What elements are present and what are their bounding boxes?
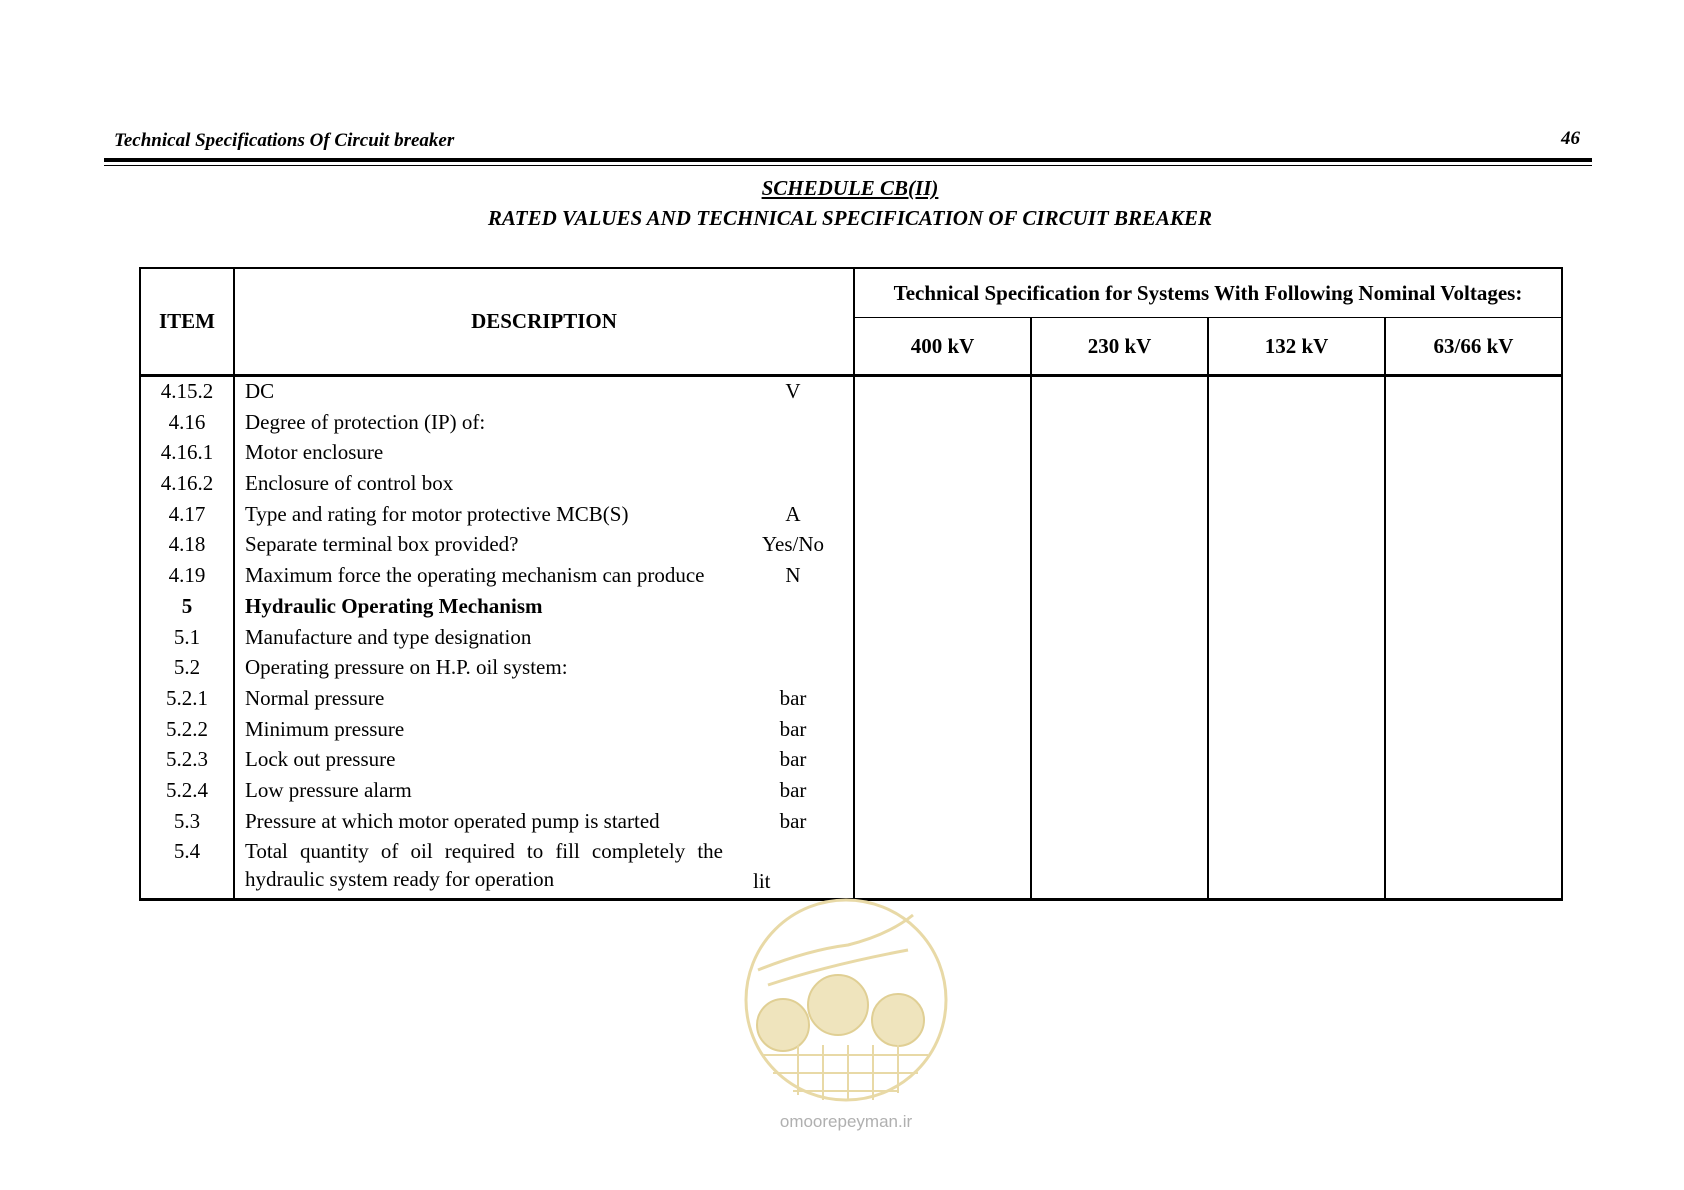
value-cell — [1385, 807, 1562, 838]
description-cell — [234, 653, 854, 684]
description-text: Total quantity of oil required to fill completely the hydraulic system ready for operation — [245, 839, 723, 892]
description-cell — [234, 592, 854, 623]
description-text: Degree of protection (IP) of: — [245, 409, 486, 434]
description-text: Separate terminal box provided? — [245, 532, 519, 557]
value-cell — [854, 592, 1031, 623]
table-row — [140, 530, 1562, 561]
value-cell — [1385, 530, 1562, 561]
item-number: 4.18 — [140, 530, 234, 561]
description-cell — [234, 684, 854, 715]
value-cell — [1385, 623, 1562, 654]
value-cell — [854, 837, 1031, 900]
value-cell — [1208, 469, 1385, 500]
header-item: ITEM — [140, 268, 234, 376]
value-cell — [854, 408, 1031, 439]
value-cell — [1385, 469, 1562, 500]
description-cell — [234, 500, 854, 531]
description-cell — [234, 408, 854, 439]
value-cell — [1385, 500, 1562, 531]
unit-label: bar — [779, 808, 807, 833]
unit-label: bar — [779, 685, 807, 710]
header-voltage-230: 230 kV — [1031, 318, 1208, 376]
table-row — [140, 807, 1562, 838]
value-cell — [1031, 438, 1208, 469]
value-cell — [1208, 438, 1385, 469]
value-cell — [1031, 561, 1208, 592]
value-cell — [854, 807, 1031, 838]
value-cell — [1031, 623, 1208, 654]
table-row — [140, 776, 1562, 807]
description-text: Enclosure of control box — [245, 471, 454, 496]
schedule-subtitle: RATED VALUES AND TECHNICAL SPECIFICATION OF CIRCUIT BREAKER — [487, 206, 1213, 230]
watermark-logo — [738, 895, 954, 1135]
watermark-url: omoorepeyman.ir — [779, 1112, 913, 1131]
item-number: 5.4 — [140, 837, 234, 900]
item-number: 5.2 — [140, 653, 234, 684]
table-row — [140, 469, 1562, 500]
value-cell — [854, 745, 1031, 776]
value-cell — [1031, 408, 1208, 439]
header-rule-thick — [104, 158, 1592, 162]
unit-label: V — [785, 379, 801, 403]
description-cell — [234, 745, 854, 776]
table-row — [140, 684, 1562, 715]
item-number: 4.15.2 — [140, 376, 234, 408]
table-row — [140, 408, 1562, 439]
description-text: Maximum force the operating mechanism can produce — [245, 563, 705, 588]
value-cell — [1208, 623, 1385, 654]
description-text: Hydraulic Operating Mechanism — [245, 593, 543, 618]
table-row — [140, 715, 1562, 746]
description-text: Operating pressure on H.P. oil system: — [245, 655, 568, 680]
value-cell — [1385, 653, 1562, 684]
description-text: Minimum pressure — [245, 716, 405, 741]
unit-label: lit — [753, 869, 771, 894]
value-cell — [1208, 715, 1385, 746]
value-cell — [1385, 837, 1562, 900]
value-cell — [1208, 561, 1385, 592]
header-voltage-132: 132 kV — [1208, 318, 1385, 376]
unit-label: bar — [779, 777, 807, 802]
value-cell — [1385, 561, 1562, 592]
header-rule-thin — [104, 165, 1592, 166]
description-cell — [234, 715, 854, 746]
value-cell — [1208, 500, 1385, 531]
unit-label: Yes/No — [761, 532, 825, 557]
description-cell — [234, 530, 854, 561]
value-cell — [854, 376, 1031, 408]
value-cell — [1208, 653, 1385, 684]
value-cell — [1208, 684, 1385, 715]
value-cell — [854, 684, 1031, 715]
value-cell — [854, 530, 1031, 561]
table-row — [140, 438, 1562, 469]
value-cell — [854, 500, 1031, 531]
value-cell — [1031, 376, 1208, 408]
description-text: Lock out pressure — [245, 747, 396, 772]
table-row — [140, 376, 1562, 408]
description-cell — [234, 837, 854, 900]
table-row — [140, 592, 1562, 623]
value-cell — [1208, 376, 1385, 408]
value-cell — [1208, 807, 1385, 838]
description-cell — [234, 376, 854, 408]
value-cell — [1208, 592, 1385, 623]
description-text: DC — [245, 379, 275, 403]
value-cell — [1208, 745, 1385, 776]
value-cell — [1031, 500, 1208, 531]
header-voltage-63-66: 63/66 kV — [1385, 318, 1562, 376]
description-text: Manufacture and type designation — [245, 624, 532, 649]
unit-label: bar — [779, 716, 807, 741]
value-cell — [854, 776, 1031, 807]
item-number: 5.2.3 — [140, 745, 234, 776]
item-number: 4.16.2 — [140, 469, 234, 500]
document-title: Technical Specifications Of Circuit breaker — [114, 130, 455, 151]
value-cell — [1385, 776, 1562, 807]
value-cell — [1031, 684, 1208, 715]
value-cell — [1031, 745, 1208, 776]
value-cell — [1031, 837, 1208, 900]
item-number: 5 — [140, 592, 234, 623]
unit-label: bar — [779, 747, 807, 772]
value-cell — [1385, 715, 1562, 746]
value-cell — [1031, 776, 1208, 807]
description-cell — [234, 561, 854, 592]
page-number: 46 — [1561, 128, 1580, 149]
value-cell — [1031, 715, 1208, 746]
value-cell — [1208, 408, 1385, 439]
value-cell — [854, 469, 1031, 500]
item-number: 5.2.2 — [140, 715, 234, 746]
value-cell — [854, 715, 1031, 746]
description-cell — [234, 807, 854, 838]
value-cell — [1208, 530, 1385, 561]
value-cell — [1385, 438, 1562, 469]
item-number: 4.16.1 — [140, 438, 234, 469]
value-cell — [1208, 837, 1385, 900]
unit-label: A — [785, 501, 801, 526]
item-number: 5.2.1 — [140, 684, 234, 715]
description-cell — [234, 438, 854, 469]
description-text: Type and rating for motor protective MCB(S) — [245, 501, 629, 526]
schedule-title: SCHEDULE CB(II) — [761, 176, 939, 200]
value-cell — [1031, 653, 1208, 684]
value-cell — [854, 438, 1031, 469]
header-voltage-400: 400 kV — [854, 318, 1031, 376]
item-number: 5.1 — [140, 623, 234, 654]
description-text: Motor enclosure — [245, 440, 384, 465]
value-cell — [1031, 807, 1208, 838]
value-cell — [1385, 408, 1562, 439]
description-text: Pressure at which motor operated pump is started — [245, 808, 660, 833]
item-number: 5.3 — [140, 807, 234, 838]
page-header — [104, 128, 1592, 154]
header-description: DESCRIPTION — [234, 268, 854, 376]
value-cell — [1031, 530, 1208, 561]
table-row — [140, 561, 1562, 592]
value-cell — [854, 653, 1031, 684]
spec-table — [139, 267, 1563, 901]
unit-label: N — [785, 563, 801, 588]
value-cell — [1031, 592, 1208, 623]
description-cell — [234, 469, 854, 500]
description-cell — [234, 623, 854, 654]
value-cell — [854, 623, 1031, 654]
value-cell — [854, 561, 1031, 592]
table-row — [140, 745, 1562, 776]
description-cell — [234, 776, 854, 807]
item-number: 4.17 — [140, 500, 234, 531]
description-text: Low pressure alarm — [245, 777, 412, 802]
item-number: 5.2.4 — [140, 776, 234, 807]
table-row — [140, 837, 1562, 900]
value-cell — [1208, 776, 1385, 807]
header-voltage-group: Technical Specification for Systems With Following Nominal Voltages: — [854, 268, 1562, 318]
value-cell — [1385, 376, 1562, 408]
table-row — [140, 653, 1562, 684]
value-cell — [1385, 684, 1562, 715]
table-row — [140, 500, 1562, 531]
value-cell — [1031, 469, 1208, 500]
item-number: 4.19 — [140, 561, 234, 592]
value-cell — [1385, 745, 1562, 776]
item-number: 4.16 — [140, 408, 234, 439]
value-cell — [1385, 592, 1562, 623]
description-text: Normal pressure — [245, 685, 385, 710]
table-row — [140, 623, 1562, 654]
